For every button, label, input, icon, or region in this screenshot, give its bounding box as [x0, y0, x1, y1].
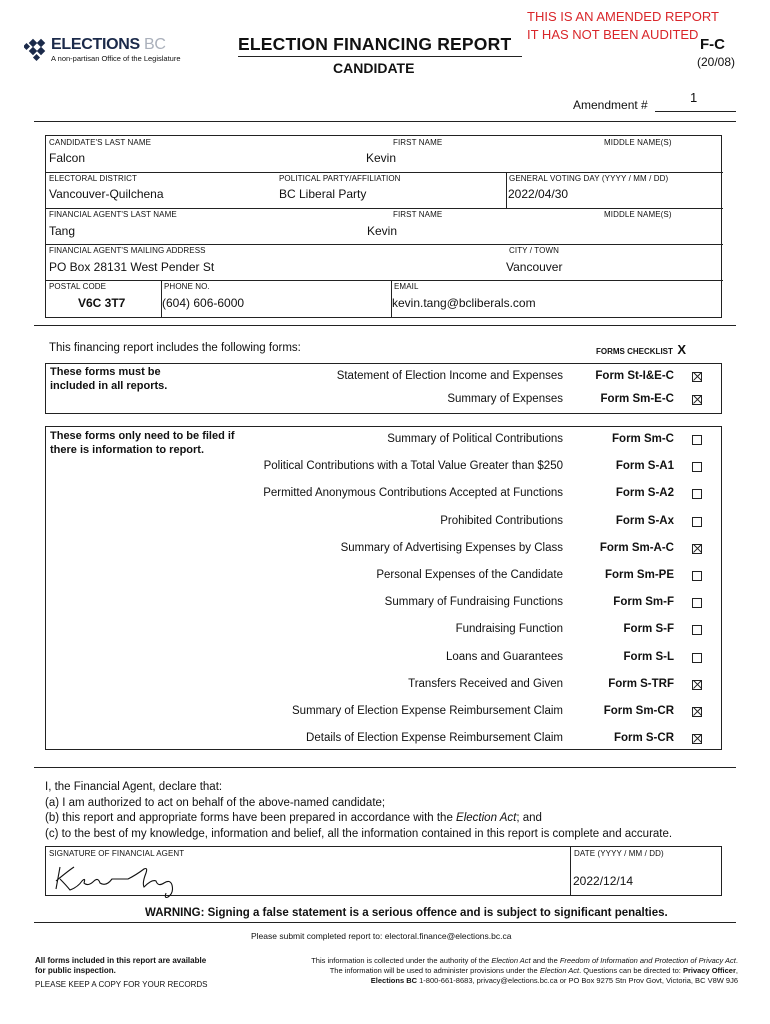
privacy3-rest: 1-800-661-8683, privacy@elections.bc.ca or PO Box 9275 Stn Prov Govt, Victoria, BC V8W 9J6 — [417, 976, 738, 985]
submit-note: Please submit completed report to: electoral.finance@elections.bc.ca — [251, 931, 512, 941]
form-row-code: Form S-TRF — [608, 677, 674, 690]
privacy-line1 — [311, 956, 738, 966]
report-subtitle: CANDIDATE — [333, 60, 415, 76]
declaration-intro: I, the Financial Agent, declare that: — [45, 781, 223, 793]
candidate-middle-name-label: MIDDLE NAME(S) — [604, 138, 672, 147]
agent-first-name[interactable]: Kevin — [367, 224, 398, 238]
privacy1-pre: This information is collected under the authority of the — [311, 956, 492, 965]
form-row-label: Statement of Election Income and Expenses — [336, 370, 563, 382]
form-row-label: Personal Expenses of the Candidate — [376, 569, 563, 581]
agent-middle-name-label: MIDDLE NAME(S) — [604, 210, 672, 219]
declaration-b-act: Election Act — [456, 812, 517, 824]
form-checkbox[interactable] — [692, 653, 702, 663]
email-label: EMAIL — [394, 282, 419, 291]
privacy1-mid: and the — [530, 956, 560, 965]
public-note-line1: All forms included in this report are available — [35, 956, 207, 965]
privacy3-bold: Elections BC — [370, 976, 418, 985]
agent-first-name-label: FIRST NAME — [393, 210, 443, 219]
form-checkbox[interactable] — [692, 435, 702, 445]
logo-elections: ELECTIONS — [51, 36, 140, 53]
privacy1-act1: Election Act — [491, 956, 531, 965]
form-checkbox[interactable] — [692, 462, 702, 472]
form-checkbox[interactable] — [692, 598, 702, 608]
form-checkbox[interactable] — [692, 680, 702, 690]
district-label: ELECTORAL DISTRICT — [49, 174, 138, 183]
signature-label: SIGNATURE OF FINANCIAL AGENT — [49, 849, 185, 858]
agent-city[interactable]: Vancouver — [506, 260, 563, 274]
form-row-label: Permitted Anonymous Contributions Accepted at Functions — [263, 487, 563, 500]
privacy2-act: Election Act — [539, 966, 580, 975]
form-row-label: Summary of Expenses — [447, 393, 563, 405]
party-label: POLITICAL PARTY/AFFILIATION — [279, 174, 401, 183]
form-row-label: Details of Election Expense Reimbursement Claim — [306, 732, 563, 745]
voting-day[interactable]: 2022/04/30 — [508, 187, 569, 201]
privacy2-pre: The information will be used to administer provisions under the — [329, 966, 540, 975]
district[interactable]: Vancouver-Quilchena — [49, 187, 164, 201]
logo-subtitle: A non-partisan Office of the Legislature — [51, 54, 181, 63]
phone[interactable]: (604) 606-6000 — [162, 296, 245, 310]
forms-checklist-heading — [596, 341, 686, 359]
form-row-code: Form St-I&E-C — [595, 370, 674, 382]
party[interactable]: BC Liberal Party — [279, 187, 367, 201]
forms-checklist-label: FORMS CHECKLIST — [596, 347, 673, 356]
form-row-code: Form S-A1 — [615, 460, 674, 473]
form-checkbox[interactable] — [692, 372, 702, 382]
privacy-line3 — [311, 976, 738, 986]
logo-bc: BC — [144, 36, 166, 53]
form-row-code: Form Sm-PE — [604, 569, 674, 581]
privacy2-mid: . Questions can be directed to: — [579, 966, 683, 975]
form-row-code: Form S-A2 — [615, 487, 674, 500]
forms-checklist-mark: X — [677, 342, 687, 357]
form-checkbox[interactable] — [692, 707, 702, 717]
privacy1-post: . — [735, 956, 738, 965]
voting-day-label: GENERAL VOTING DAY (YYYY / MM / DD) — [509, 174, 669, 183]
warning — [145, 907, 668, 919]
warning-label: WARNING: — [145, 907, 205, 919]
form-row-code: Form S-L — [623, 650, 674, 663]
declaration-a: (a) I am authorized to act on behalf of the above-named candidate; — [45, 796, 386, 809]
public-inspection-note — [35, 956, 208, 990]
form-checkbox[interactable] — [692, 489, 702, 499]
form-row-label: Transfers Received and Given — [408, 677, 563, 690]
form-row-code: Form Sm-CR — [603, 705, 674, 717]
agent-address-label: FINANCIAL AGENT'S MAILING ADDRESS — [49, 246, 206, 255]
declaration-c: (c) to the best of my knowledge, information and belief, all the information contained in this report is complete and accurate. — [45, 827, 673, 840]
form-row-label: Summary of Election Expense Reimbursement Claim — [292, 705, 563, 717]
form-row-code: Form S-Ax — [615, 514, 674, 527]
form-checkbox[interactable] — [692, 571, 702, 581]
form-checkbox[interactable] — [692, 395, 702, 405]
phone-label: PHONE NO. — [164, 282, 210, 291]
form-row-label: Fundraising Function — [455, 623, 563, 636]
privacy-line2 — [311, 966, 738, 976]
candidate-first-name[interactable]: Kevin — [366, 151, 397, 165]
declaration-b-pre: (b) this report and appropriate forms have been prepared in accordance with the — [45, 812, 457, 824]
agent-last-name[interactable]: Tang — [49, 224, 76, 238]
form-checkbox[interactable] — [692, 517, 702, 527]
agent-city-label: CITY / TOWN — [509, 246, 559, 255]
form-row-label: Summary of Advertising Expenses by Class — [340, 541, 563, 554]
required-forms-note: These forms must be included in all reports. — [50, 366, 168, 392]
form-row-label: Political Contributions with a Total Value Greater than $250 — [263, 460, 563, 473]
amended-stamp — [527, 8, 719, 44]
form-checkbox[interactable] — [692, 544, 702, 554]
form-code: F-C — [700, 36, 725, 53]
form-row-code: Form S-CR — [613, 732, 674, 745]
amended-stamp-line2: IT HAS NOT BEEN AUDITED — [527, 27, 699, 42]
form-row-code: Form Sm-E-C — [600, 393, 674, 405]
agent-last-name-label: FINANCIAL AGENT'S LAST NAME — [49, 210, 177, 219]
amendment-label: Amendment # — [573, 98, 648, 112]
form-row-label: Summary of Political Contributions — [387, 433, 563, 445]
form-row-label: Loans and Guarantees — [445, 650, 563, 663]
signature-date[interactable]: 2022/12/14 — [573, 874, 634, 888]
form-checkbox[interactable] — [692, 625, 702, 635]
declaration-b-post: ; and — [516, 812, 542, 824]
optional-forms-note: These forms only need to be filed if there is information to report. — [50, 430, 235, 456]
form-row-code: Form Sm-F — [613, 596, 674, 609]
declaration-b — [45, 811, 672, 827]
privacy1-act2: Freedom of Information and Protection of Privacy Act — [559, 956, 736, 965]
privacy2-post: , — [735, 966, 738, 975]
form-checkbox[interactable] — [692, 734, 702, 744]
form-row-code: Form S-F — [623, 623, 674, 636]
declaration — [45, 780, 672, 842]
logo-mark-icon — [24, 36, 50, 62]
public-note-line2: for public inspection. — [35, 966, 116, 975]
form-row-label: Prohibited Contributions — [440, 514, 563, 527]
report-title: ELECTION FINANCING REPORT — [238, 34, 512, 54]
signature-image[interactable] — [48, 857, 188, 899]
form-row-code: Form Sm-C — [612, 433, 674, 445]
form-row-label: Summary of Fundraising Functions — [384, 596, 563, 609]
postal-code-label: POSTAL CODE — [49, 282, 107, 291]
postal-code[interactable]: V6C 3T7 — [78, 296, 126, 310]
agent-address[interactable]: PO Box 28131 West Pender St — [49, 260, 215, 274]
form-row-code: Form Sm-A-C — [599, 541, 674, 554]
privacy2-bold: Privacy Officer — [682, 966, 736, 975]
candidate-last-name[interactable]: Falcon — [49, 151, 86, 165]
form-version: (20/08) — [697, 55, 736, 69]
forms-intro: This financing report includes the following forms: — [49, 342, 301, 354]
candidate-last-name-label: CANDIDATE'S LAST NAME — [49, 138, 152, 147]
warning-text: Signing a false statement is a serious offence and is subject to significant penalties. — [204, 907, 668, 919]
privacy-note — [311, 956, 738, 986]
keep-copy-note: PLEASE KEEP A COPY FOR YOUR RECORDS — [35, 980, 208, 989]
elections-bc-logo — [24, 36, 189, 66]
candidate-first-name-label: FIRST NAME — [393, 138, 443, 147]
email[interactable]: kevin.tang@bcliberals.com — [392, 296, 536, 310]
date-label: DATE (YYYY / MM / DD) — [574, 849, 664, 858]
amendment-number[interactable]: 1 — [690, 90, 698, 105]
amended-stamp-line1: THIS IS AN AMENDED REPORT — [527, 9, 719, 24]
optional-forms-box — [45, 426, 722, 750]
